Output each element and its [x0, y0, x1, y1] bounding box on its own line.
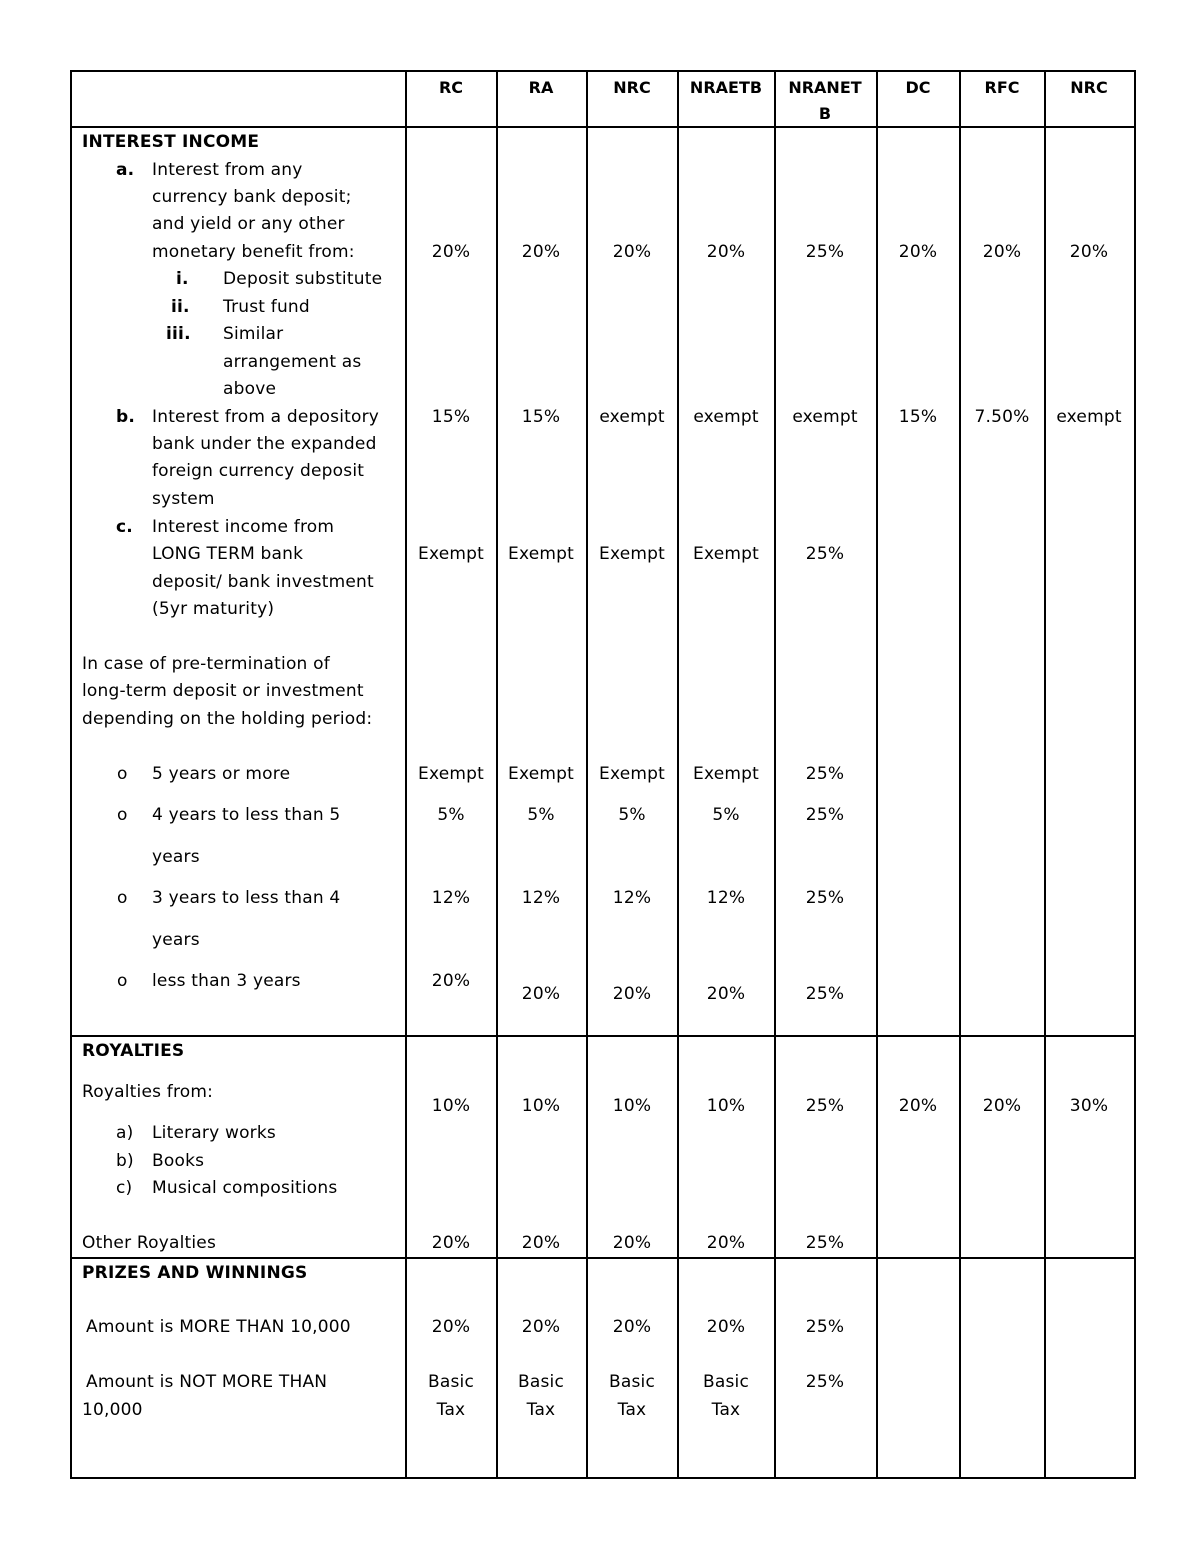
rate-cell: 20%: [706, 1233, 746, 1253]
column-divider: [677, 70, 679, 1479]
rate-cell: 12%: [431, 888, 471, 908]
holding-period-label: less than 3 years: [152, 971, 301, 991]
rate-cell: 10%: [706, 1096, 746, 1116]
basic-tax-cell: Tax: [617, 1400, 647, 1420]
basic-tax-cell: Basic: [702, 1372, 750, 1392]
table-border-left: [70, 70, 72, 1479]
column-header-nranetb-line2: B: [818, 104, 832, 123]
rate-cell: 25%: [805, 1096, 845, 1116]
rate-cell: 5%: [437, 805, 465, 825]
rate-cell: 20%: [982, 1096, 1022, 1116]
rate-cell: Exempt: [693, 764, 759, 784]
royalty-item-label: Literary works: [152, 1123, 276, 1143]
rate-cell: 20%: [521, 984, 561, 1004]
rate-cell: exempt: [599, 407, 665, 427]
holding-period-label: years: [152, 930, 200, 950]
royalty-item-marker: a): [116, 1123, 134, 1143]
rate-cell: Exempt: [693, 544, 759, 564]
rate-cell: 12%: [612, 888, 652, 908]
item-b-line: foreign currency deposit: [152, 461, 365, 481]
rate-cell: 20%: [521, 1317, 561, 1337]
item-a-line: and yield or any other: [152, 214, 345, 234]
royalty-item-label: Musical compositions: [152, 1178, 338, 1198]
column-divider: [876, 70, 878, 1479]
column-divider: [496, 70, 498, 1479]
pretermination-note: long-term deposit or investment: [82, 681, 364, 701]
column-header-nranetb-line1: NRANET: [788, 78, 862, 97]
royalty-item-label: Books: [152, 1151, 205, 1171]
header-row-divider: [70, 126, 1136, 128]
rate-cell: 25%: [805, 1372, 845, 1392]
rate-cell: 10%: [431, 1096, 471, 1116]
royalty-item-marker: b): [116, 1151, 134, 1171]
rate-cell: 15%: [898, 407, 938, 427]
rate-cell: 30%: [1069, 1096, 1109, 1116]
bullet-icon: o: [117, 888, 128, 908]
sub-item-line: Trust fund: [223, 297, 310, 317]
rate-cell: exempt: [792, 407, 858, 427]
basic-tax-cell: Tax: [436, 1400, 466, 1420]
sub-marker: ii.: [171, 297, 190, 317]
rate-cell: 15%: [521, 407, 561, 427]
pretermination-note: In case of pre-termination of: [82, 654, 330, 674]
prize-notmore-label: 10,000: [82, 1400, 143, 1420]
royalties-intro: Royalties from:: [82, 1082, 214, 1102]
rate-cell: 20%: [431, 1317, 471, 1337]
rate-cell: 10%: [521, 1096, 561, 1116]
column-divider: [586, 70, 588, 1479]
basic-tax-cell: Basic: [608, 1372, 656, 1392]
rate-cell: 20%: [612, 1317, 652, 1337]
column-header-rfc: RFC: [984, 78, 1020, 97]
item-b-line: Interest from a depository: [152, 407, 380, 427]
column-divider: [774, 70, 776, 1479]
table-border-right: [1134, 70, 1136, 1479]
sub-marker: iii.: [166, 324, 191, 344]
rate-cell: 25%: [805, 1233, 845, 1253]
item-a-line: monetary benefit from:: [152, 242, 355, 262]
column-divider: [959, 70, 961, 1479]
rate-cell: Exempt: [418, 544, 484, 564]
basic-tax-cell: Basic: [427, 1372, 475, 1392]
column-header-rc: RC: [438, 78, 464, 97]
sub-item-line: arrangement as: [223, 352, 362, 372]
sub-item-line: above: [223, 379, 277, 399]
sub-item-line: Deposit substitute: [223, 269, 383, 289]
rate-cell: Exempt: [599, 764, 665, 784]
item-c-line: LONG TERM bank: [152, 544, 304, 564]
rate-cell: 20%: [612, 242, 652, 262]
rate-cell: 25%: [805, 764, 845, 784]
other-royalties-label: Other Royalties: [82, 1233, 217, 1253]
rate-cell: 20%: [898, 242, 938, 262]
sub-marker: i.: [176, 269, 189, 289]
item-b-line: system: [152, 489, 215, 509]
rate-cell: 20%: [431, 242, 471, 262]
column-header-nrc-2: NRC: [1070, 78, 1108, 97]
holding-period-label: 4 years to less than 5: [152, 805, 341, 825]
rate-cell: 20%: [612, 1233, 652, 1253]
rate-cell: 25%: [805, 242, 845, 262]
rate-cell: exempt: [693, 407, 759, 427]
rate-cell: 20%: [431, 971, 471, 991]
rate-cell: 20%: [1069, 242, 1109, 262]
rate-cell: Exempt: [599, 544, 665, 564]
rate-cell: 12%: [706, 888, 746, 908]
prize-notmore-label: Amount is NOT MORE THAN: [86, 1372, 328, 1392]
rate-cell: 25%: [805, 984, 845, 1004]
rate-cell: 12%: [521, 888, 561, 908]
item-a-line: currency bank deposit;: [152, 187, 352, 207]
item-c-line: Interest income from: [152, 517, 335, 537]
bullet-icon: o: [117, 805, 128, 825]
item-marker: b.: [116, 407, 136, 427]
item-marker: c.: [116, 517, 133, 537]
bullet-icon: o: [117, 971, 128, 991]
holding-period-label: 3 years to less than 4: [152, 888, 341, 908]
royalty-item-marker: c): [116, 1178, 133, 1198]
holding-period-label: years: [152, 847, 200, 867]
section-divider-prizes: [70, 1257, 1136, 1259]
rate-cell: 20%: [898, 1096, 938, 1116]
section-heading-prizes: PRIZES AND WINNINGS: [82, 1263, 308, 1283]
table-border-top: [70, 70, 1136, 72]
column-divider: [1044, 70, 1046, 1479]
rate-cell: 20%: [612, 984, 652, 1004]
prize-more-label: Amount is MORE THAN 10,000: [86, 1317, 351, 1337]
item-c-line: deposit/ bank investment: [152, 572, 374, 592]
rate-cell: 20%: [982, 242, 1022, 262]
column-header-nraetb: NRAETB: [689, 78, 763, 97]
rate-cell: 20%: [521, 1233, 561, 1253]
rate-cell: Exempt: [508, 764, 574, 784]
column-header-ra: RA: [528, 78, 554, 97]
pretermination-note: depending on the holding period:: [82, 709, 373, 729]
rate-cell: 25%: [805, 1317, 845, 1337]
rate-cell: 20%: [706, 984, 746, 1004]
item-marker: a.: [116, 160, 135, 180]
rate-cell: 15%: [431, 407, 471, 427]
item-b-line: bank under the expanded: [152, 434, 377, 454]
section-heading-royalties: ROYALTIES: [82, 1041, 185, 1061]
basic-tax-cell: Tax: [711, 1400, 741, 1420]
rate-cell: 10%: [612, 1096, 652, 1116]
rate-cell: 25%: [805, 544, 845, 564]
rate-cell: 5%: [527, 805, 555, 825]
rate-cell: Exempt: [508, 544, 574, 564]
table-border-bottom: [70, 1477, 1136, 1479]
sub-item-line: Similar: [223, 324, 284, 344]
holding-period-label: 5 years or more: [152, 764, 291, 784]
basic-tax-cell: Tax: [526, 1400, 556, 1420]
rate-cell: 5%: [712, 805, 740, 825]
rate-cell: 25%: [805, 888, 845, 908]
rate-cell: 20%: [706, 1317, 746, 1337]
item-a-line: Interest from any: [152, 160, 303, 180]
section-heading-interest: INTEREST INCOME: [82, 132, 260, 152]
bullet-icon: o: [117, 764, 128, 784]
column-header-dc: DC: [905, 78, 931, 97]
rate-cell: exempt: [1056, 407, 1122, 427]
rate-cell: 20%: [521, 242, 561, 262]
rate-cell: 7.50%: [974, 407, 1030, 427]
basic-tax-cell: Basic: [517, 1372, 565, 1392]
rate-cell: 20%: [431, 1233, 471, 1253]
rate-cell: Exempt: [418, 764, 484, 784]
rate-cell: 25%: [805, 805, 845, 825]
column-divider: [405, 70, 407, 1479]
column-header-nrc: NRC: [613, 78, 651, 97]
rate-cell: 20%: [706, 242, 746, 262]
section-divider-royalties: [70, 1035, 1136, 1037]
item-c-line: (5yr maturity): [152, 599, 275, 619]
rate-cell: 5%: [618, 805, 646, 825]
